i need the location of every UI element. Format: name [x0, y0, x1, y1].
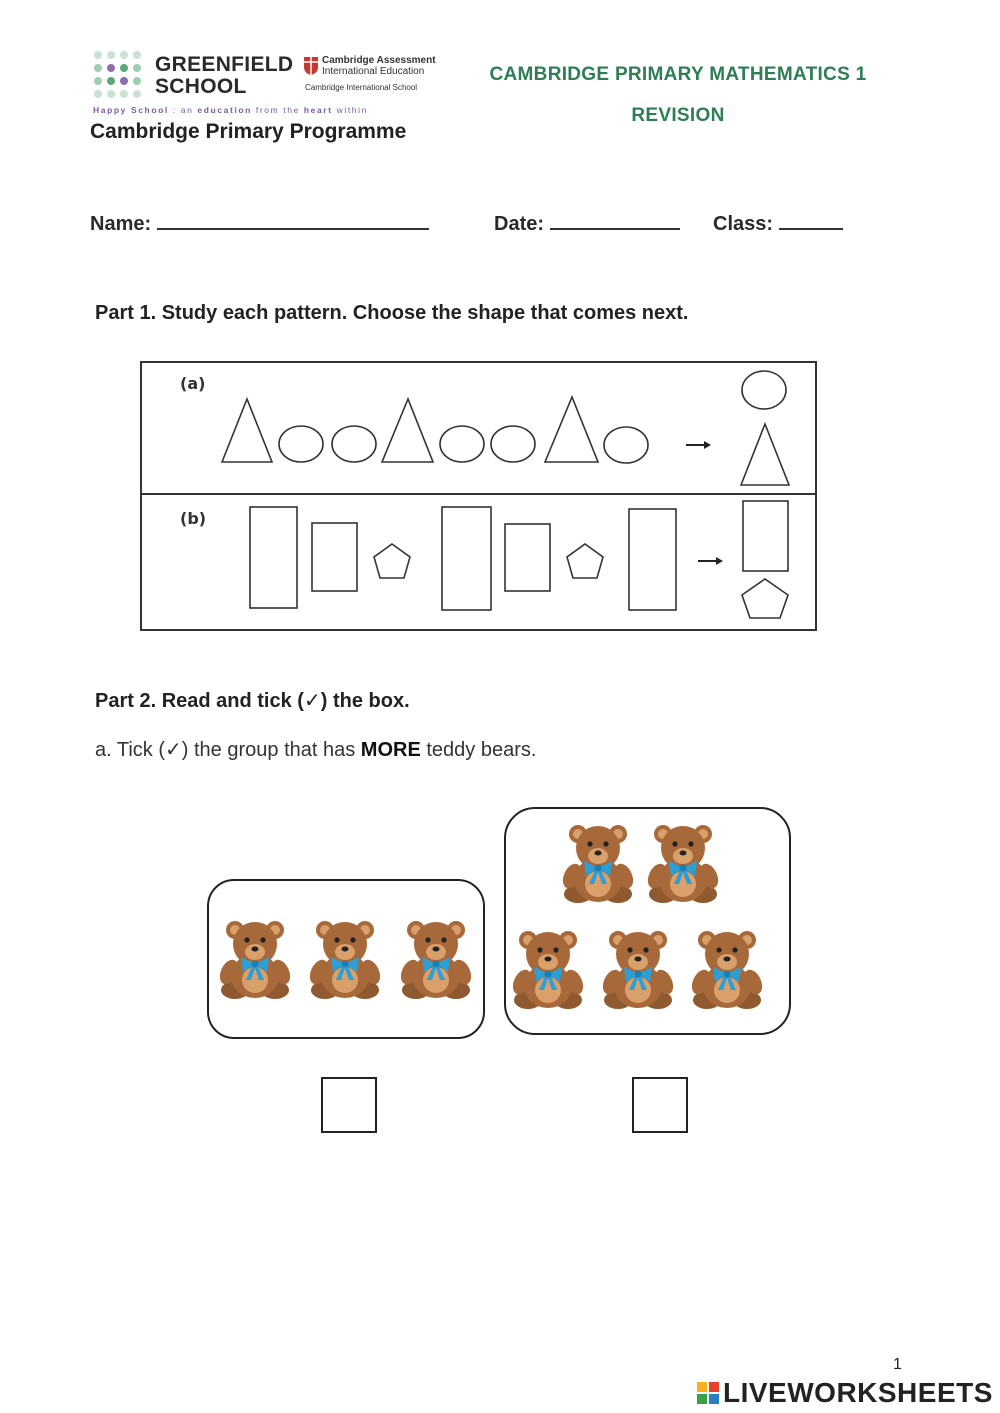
question-a-bold: MORE [360, 739, 421, 761]
pentagon-shape [374, 544, 410, 578]
school-name-line2: SCHOOL [155, 75, 247, 98]
row-b-label: (b) [180, 509, 207, 528]
bear-group-right [503, 806, 792, 1036]
motto-part4: heart [303, 105, 333, 115]
tick-box-right-group[interactable] [632, 1077, 688, 1133]
course-title: CAMBRIDGE PRIMARY MATHEMATICS 1 [489, 64, 867, 85]
triangle-shape [545, 397, 598, 462]
school-name-line1: GREENFIELD [155, 53, 294, 76]
option-triangle[interactable] [741, 424, 789, 485]
tick-box-left-group[interactable] [321, 1077, 377, 1133]
part2-heading-pre: Part 2. Read and tick ( [95, 690, 304, 712]
cambridge-crest-icon [303, 56, 319, 76]
school-name [155, 54, 293, 98]
programme-title: Cambridge Primary Programme [90, 120, 407, 143]
triangle-shape [382, 399, 433, 462]
tall-rectangle-shape [442, 507, 491, 610]
row-a-label: (a) [180, 374, 206, 393]
tall-rectangle-shape [629, 509, 676, 610]
pattern-table [138, 356, 820, 636]
circle-shape [491, 426, 535, 462]
circle-shape [440, 426, 484, 462]
class-label: Class: [713, 213, 774, 235]
part2-heading-post: ) the box. [320, 690, 410, 712]
class-blank[interactable] [779, 210, 843, 230]
part1-heading: Part 1. Study each pattern. Choose the shape that comes next. [95, 302, 689, 324]
arrow-right-icon [698, 557, 723, 565]
tick-symbol: ✓ [303, 690, 321, 712]
question-a-post: teddy bears. [420, 739, 537, 761]
arrow-right-icon [686, 441, 711, 449]
question-a-mid: ) the group that has [181, 739, 361, 761]
question-a [95, 737, 536, 762]
bear-group-left [206, 878, 486, 1040]
part2-heading [95, 688, 410, 713]
cambridge-assessment-text [322, 55, 436, 77]
date-field[interactable] [494, 210, 680, 236]
liveworksheets-logo-icon [697, 1382, 719, 1404]
circle-shape [604, 427, 648, 463]
tall-rectangle-shape [250, 507, 297, 608]
name-blank[interactable] [157, 210, 429, 230]
pentagon-shape [567, 544, 603, 578]
motto-part3: from the [251, 105, 304, 115]
tick-symbol: ✓ [165, 739, 182, 761]
name-field[interactable] [90, 210, 429, 236]
school-motto [93, 105, 368, 115]
motto-sep: : an [168, 105, 198, 115]
pattern-table-border [141, 362, 816, 630]
cambridge-school-text: Cambridge International School [305, 83, 418, 92]
rectangle-shape [505, 524, 550, 591]
school-logo-icon [93, 50, 147, 102]
date-blank[interactable] [550, 210, 680, 230]
course-subtitle: REVISION [631, 105, 725, 126]
class-field[interactable] [713, 210, 843, 236]
motto-part1: Happy School [93, 105, 169, 115]
motto-part2: education [197, 105, 252, 115]
option-circle[interactable] [742, 371, 786, 409]
option-rectangle[interactable] [743, 501, 788, 571]
motto-part5: within [332, 105, 368, 115]
circle-shape [279, 426, 323, 462]
option-pentagon[interactable] [742, 579, 788, 618]
liveworksheets-brand [697, 1377, 993, 1409]
liveworksheets-text: LIVEWORKSHEETS [723, 1377, 993, 1408]
date-label: Date: [494, 213, 545, 235]
name-label: Name: [90, 213, 152, 235]
circle-shape [332, 426, 376, 462]
cambridge-line1: Cambridge Assessment [322, 55, 436, 66]
page-number: 1 [893, 1356, 902, 1373]
triangle-shape [222, 399, 272, 462]
question-a-pre: a. Tick ( [95, 739, 166, 761]
rectangle-shape [312, 523, 357, 591]
cambridge-line2: International Education [322, 66, 425, 77]
